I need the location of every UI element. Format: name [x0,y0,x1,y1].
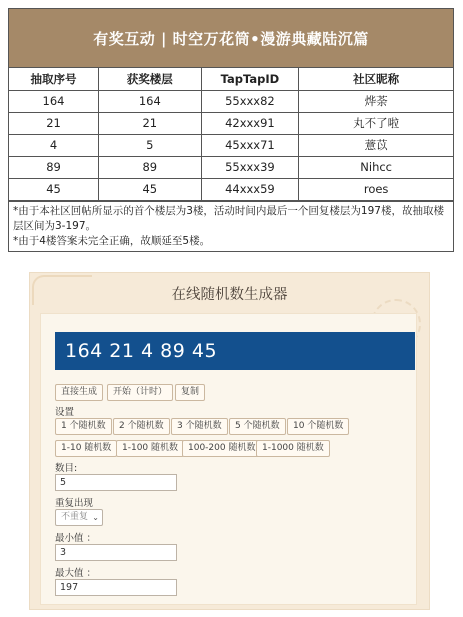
cell-winning-floor: 45 [99,178,201,200]
generator-title: 在线随机数生成器 [171,287,288,303]
preset-10-numbers-button[interactable]: 10 个随机数 [287,418,349,435]
preset-5-numbers-button[interactable]: 5 个随机数 [229,418,286,435]
preset-range-1-1000-button[interactable]: 1-1000 随机数 [256,440,330,457]
table-row [9,156,453,178]
preset-range-1-10-button[interactable]: 1-10 随机数 [55,440,117,457]
cell-taptap-id: 55xxx39 [201,156,299,178]
table-row [9,112,453,134]
results-table [9,68,453,201]
max-label: 最大值 ： [55,568,97,579]
cell-nickname: Nihcc [299,156,453,178]
cell-taptap-id: 45xxx71 [201,134,299,156]
cell-draw-index: 89 [9,156,99,178]
table-row [9,90,453,112]
cell-draw-index: 21 [9,112,99,134]
max-input[interactable]: 197 [55,579,177,596]
table-row [9,134,453,156]
repeat-select-value: 不重复 [61,512,89,522]
note-floor-range: *由于本社区回帖所显示的首个楼层为3楼，活动时间内最后一个回复楼层为197楼，故抽取楼层区间为3-197。 [13,204,444,232]
cell-winning-floor: 5 [99,134,201,156]
cell-draw-index: 164 [9,90,99,112]
cell-winning-floor: 164 [99,90,201,112]
header-nickname: 社区昵称 [299,68,453,90]
results-notes [9,201,453,251]
note-floor-shift: *由于4楼答案未完全正确，故顺延至5楼。 [13,234,211,247]
min-label: 最小值 ： [55,533,97,544]
random-generator-panel [29,272,430,610]
settings-label: 设置 [55,407,75,418]
cell-taptap-id: 42xxx91 [201,112,299,134]
header-winning-floor: 获奖楼层 [99,68,201,90]
generate-button[interactable]: 直接生成 [55,384,103,401]
cell-winning-floor: 89 [99,156,201,178]
cell-nickname: 薏苡 [299,134,453,156]
preset-range-1-100-button[interactable]: 1-100 随机数 [116,440,184,457]
cell-draw-index: 4 [9,134,99,156]
preset-2-numbers-button[interactable]: 2 个随机数 [113,418,170,435]
cell-winning-floor: 21 [99,112,201,134]
generated-numbers-display: 164 21 4 89 45 [55,332,415,370]
preset-3-numbers-button[interactable]: 3 个随机数 [171,418,228,435]
table-row [9,178,453,200]
min-input[interactable]: 3 [55,544,177,561]
cell-taptap-id: 44xxx59 [201,178,299,200]
preset-1-number-button[interactable]: 1 个随机数 [55,418,112,435]
results-panel [8,8,454,252]
repeat-label: 重复出现 [55,498,94,509]
header-taptap-id: TapTapID [201,68,299,90]
results-title: 有奖互动 | 时空万花筒•漫游典藏陆沉篇 [9,9,453,68]
cell-draw-index: 45 [9,178,99,200]
generator-body [40,313,417,605]
preset-range-100-200-button[interactable]: 100-200 随机数 [182,440,261,457]
copy-button[interactable]: 复制 [175,384,205,401]
count-label: 数目: [55,463,78,474]
header-draw-index: 抽取序号 [9,68,99,90]
count-input[interactable]: 5 [55,474,177,491]
table-header-row [9,68,453,90]
start-timer-button[interactable]: 开始（计时） [107,384,173,401]
repeat-select[interactable] [55,509,103,526]
cell-nickname: 烨荼 [299,90,453,112]
chevron-down-icon: ⌄ [92,513,99,522]
cell-nickname: 丸不了啦 [299,112,453,134]
cell-taptap-id: 55xxx82 [201,90,299,112]
cell-nickname: roes [299,178,453,200]
